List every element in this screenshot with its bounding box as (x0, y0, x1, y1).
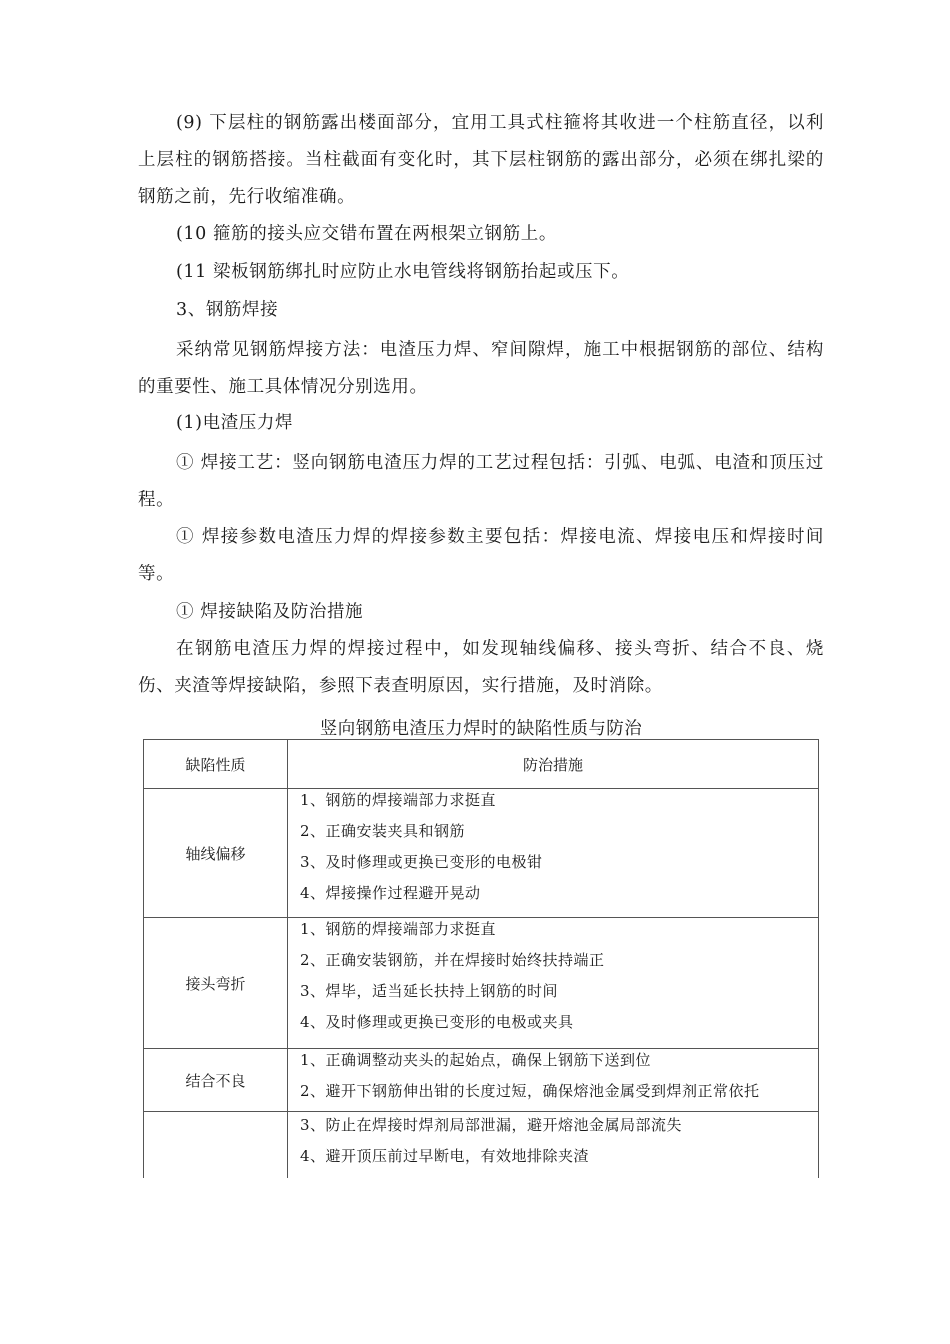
table-row (144, 1112, 819, 1179)
defect-cell: 结合不良 (144, 1049, 288, 1112)
subheading-electroslag-welding: (1)电渣压力焊 (176, 413, 294, 433)
paragraph-beam-slab-binding: (11 梁板钢筋绑扎时应防止水电管线将钢筋抬起或压下。 (176, 262, 630, 282)
header-defect-type: 缺陷性质 (144, 740, 288, 789)
defect-cell (144, 1112, 288, 1179)
paragraph-stirrup-joint: (10 箍筋的接头应交错布置在两根架立钢筋上。 (176, 224, 557, 244)
subheading-welding-defects: ① 焊接缺陷及防治措施 (176, 602, 364, 622)
paragraph-welding-methods: 采纳常见钢筋焊接方法：电渣压力焊、窄间隙焊，施工中根据钢筋的部位、结构的重要性、施工具体情况分别选用。 (138, 340, 824, 397)
table-row (144, 918, 819, 1049)
measure-item: 2、正确安装钢筋，并在焊接时始终扶持端正 (300, 951, 605, 969)
measure-item: 3、焊毕，适当延长扶持上钢筋的时间 (300, 982, 559, 1000)
defect-cell: 接头弯折 (144, 918, 288, 1049)
measure-item: 3、及时修理或更换已变形的电极钳 (300, 853, 543, 871)
measure-item: 4、避开顶压前过早断电，有效地排除夹渣 (300, 1147, 590, 1165)
measure-item: 1、钢筋的焊接端部力求挺直 (300, 920, 497, 938)
table-caption: 竖向钢筋电渣压力焊时的缺陷性质与防治 (319, 719, 643, 739)
paragraph-defect-handling: 在钢筋电渣压力焊的焊接过程中，如发现轴线偏移、接头弯折、结合不良、烧伤、夹渣等焊接缺陷，参照下表查明原因，实行措施，及时消除。 (138, 639, 824, 696)
measures-cell (288, 1112, 819, 1179)
table-header-row (144, 740, 819, 789)
table-row (144, 1049, 819, 1112)
header-prevention-measures: 防治措施 (288, 740, 819, 789)
measure-item: 4、及时修理或更换已变形的电极或夹具 (300, 1013, 574, 1031)
paragraph-welding-parameters: ① 焊接参数电渣压力焊的焊接参数主要包括：焊接电流、焊接电压和焊接时间等。 (138, 527, 824, 584)
measures-cell (288, 918, 819, 1049)
defects-table (143, 739, 819, 1178)
measure-item: 1、钢筋的焊接端部力求挺直 (300, 791, 497, 809)
measures-cell (288, 789, 819, 918)
measure-item: 2、正确安装夹具和钢筋 (300, 822, 466, 840)
measure-item: 3、防止在焊接时焊剂局部泄漏，避开熔池金属局部流失 (300, 1116, 683, 1134)
paragraph-column-tie: (9) 下层柱的钢筋露出楼面部分，宜用工具式柱箍将其收进一个柱筋直径，以利上层柱的钢筋搭接。当柱截面有变化时，其下层柱钢筋的露出部分，必须在绑扎梁的钢筋之前，先行收缩准确。 (138, 113, 824, 207)
measure-item: 1、正确调整动夹头的起始点，确保上钢筋下送到位 (300, 1051, 652, 1069)
measures-cell (288, 1049, 819, 1112)
measure-item: 2、避开下钢筋伸出钳的长度过短，确保熔池金属受到焊剂正常依托 (300, 1082, 760, 1100)
table-row (144, 789, 819, 918)
defect-cell: 轴线偏移 (144, 789, 288, 918)
measure-item: 4、焊接操作过程避开晃动 (300, 884, 481, 902)
section-heading-welding: 3、钢筋焊接 (176, 300, 279, 320)
paragraph-welding-process: ① 焊接工艺：竖向钢筋电渣压力焊的工艺过程包括：引弧、电弧、电渣和顶压过程。 (138, 453, 824, 510)
